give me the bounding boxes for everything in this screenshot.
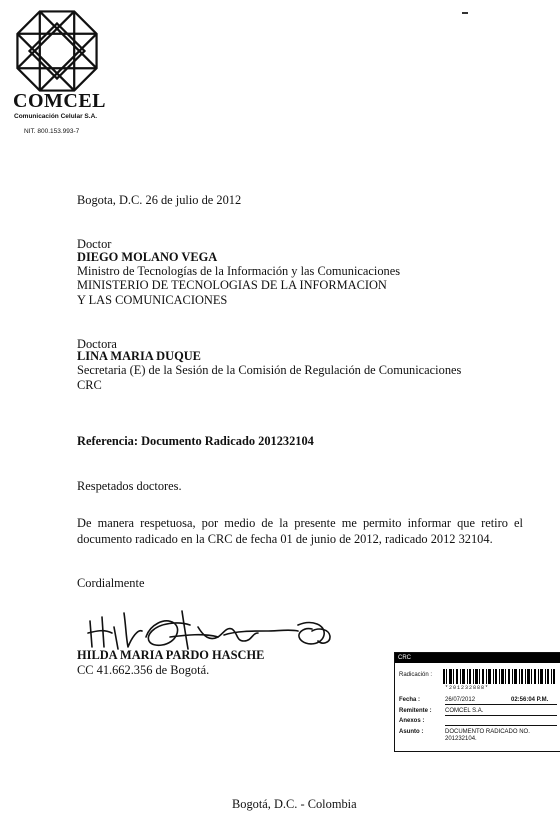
- stamp-asunto-label: Asunto :: [399, 729, 424, 735]
- stamp-header: CRC: [395, 653, 560, 663]
- brand-name: COMCEL: [13, 90, 106, 112]
- stamp-anexos-label: Anexos :: [399, 718, 425, 724]
- reference-line: Referencia: Documento Radicado 201232104: [77, 434, 314, 448]
- barcode-text: *201232888*: [445, 685, 490, 691]
- stamp-rule: [445, 715, 557, 716]
- closing: Cordialmente: [77, 576, 145, 590]
- stamp-rule: [445, 704, 557, 705]
- recipient2-org: CRC: [77, 378, 102, 392]
- barcode-icon: [443, 669, 555, 684]
- stamp-rule: [445, 725, 557, 726]
- recipient1-role: Ministro de Tecnologías de la Información y las Comunicaciones: [77, 264, 401, 278]
- recipient2-title: Doctora: [77, 337, 117, 351]
- stamp-asunto-line2: 201232104.: [445, 736, 477, 742]
- comcel-logo-icon: [14, 8, 100, 94]
- stamp-asunto-line1: DOCUMENTO RADICADO NO.: [445, 729, 530, 735]
- reception-stamp: [394, 652, 560, 752]
- brand-nit: NIT. 800.153.993-7: [24, 128, 80, 135]
- stamp-hora-value: 02:56:04 P.M.: [511, 697, 549, 703]
- footer-location: Bogotá, D.C. - Colombia: [232, 797, 357, 811]
- recipient2-name: LINA MARIA DUQUE: [77, 349, 201, 363]
- stamp-fecha-value: 26/07/2012: [445, 697, 476, 703]
- recipient1-org-line1: MINISTERIO DE TECNOLOGIAS DE LA INFORMACION: [77, 278, 387, 292]
- recipient1-org-line2: Y LAS COMUNICACIONES: [77, 293, 228, 307]
- signer-name: HILDA MARIA PARDO HASCHE: [77, 648, 265, 662]
- recipient1-name: DIEGO MOLANO VEGA: [77, 250, 218, 264]
- stamp-radicacion-label: Radicación :: [399, 672, 433, 678]
- stamp-remitente-value: COMCEL S.A.: [445, 708, 484, 714]
- salutation: Respetados doctores.: [77, 479, 182, 493]
- signer-id: CC 41.662.356 de Bogotá.: [77, 663, 210, 677]
- stamp-fecha-label: Fecha :: [399, 697, 421, 703]
- recipient1-title: Doctor: [77, 237, 112, 251]
- brand-subtitle: Comunicación Celular S.A.: [14, 113, 98, 120]
- stamp-remitente-label: Remitente :: [399, 708, 432, 714]
- body-paragraph: De manera respetuosa, por medio de la presente me permito informar que retiro el documento radicado en la CRC de fecha 01 de junio de 2012, radicado 2012 32104.: [77, 516, 523, 546]
- letter-date: Bogota, D.C. 26 de julio de 2012: [77, 193, 242, 207]
- scan-mark: [462, 12, 468, 14]
- recipient2-role: Secretaria (E) de la Sesión de la Comisión de Regulación de Comunicaciones: [77, 363, 462, 377]
